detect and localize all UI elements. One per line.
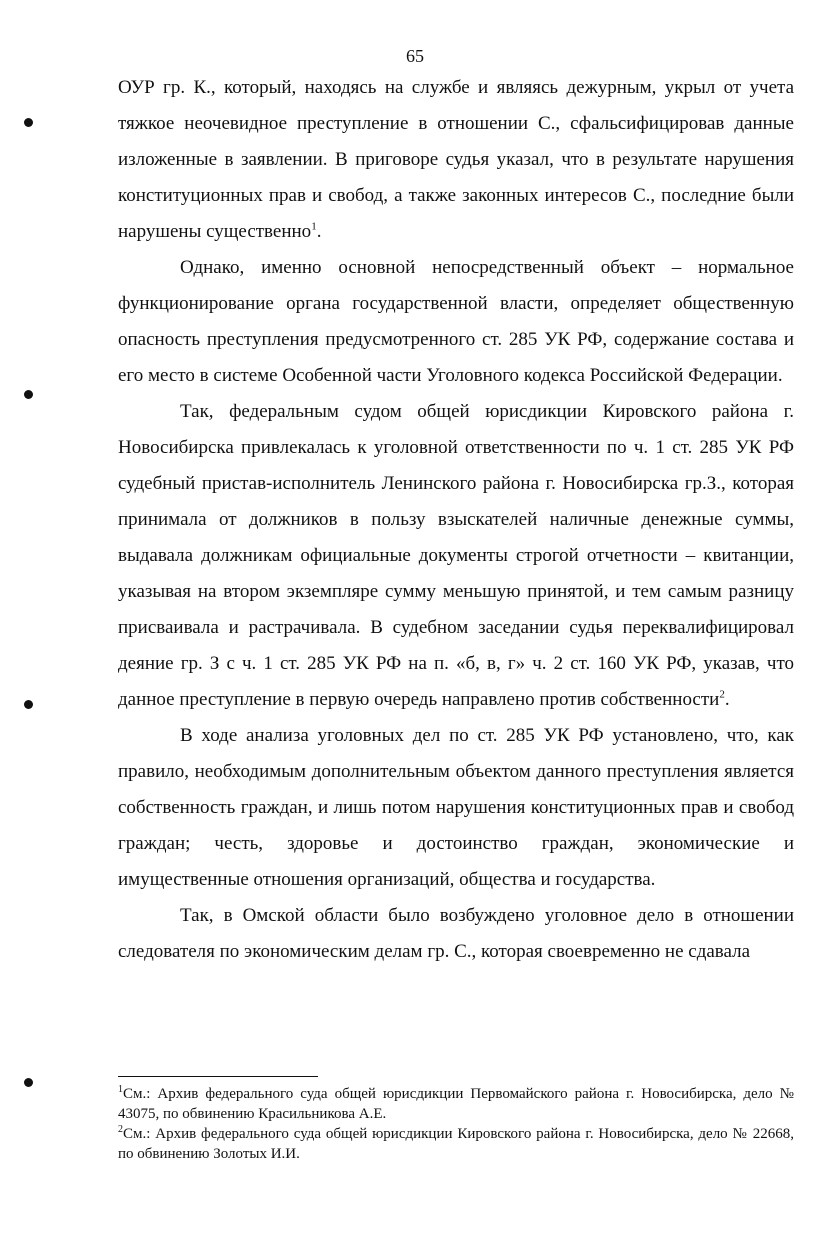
paragraph: ОУР гр. К., который, находясь на службе и являясь дежурным, укрыл от учета тяжкое неочевидное преступление в отношении С., сфальсифицировав данные изложенные в заявлении. В приговоре судья указал, что в результате нарушения конституционных прав и свобод, а также законных интересов С., последние были нарушены существенно$^1$. <box>118 77 794 242</box>
footnote-mark: 1 <box>118 1084 123 1095</box>
footnote: $^1$См.: Архив федерального суда общей юрисдикции Первомайского района г. Новосибирска, дело № 43075, по обвинению Красильникова А.Е. <box>118 1084 794 1122</box>
paragraph: Однако, именно основной непосредственный объект – нормальное функционирование органа государственной власти, определяет общественную опасность преступления предусмотренного ст. 285 УК РФ, содержание состава и его место в системе Особенной части Уголовного кодекса Российской Федерации. <box>118 257 794 386</box>
page-number: 65 <box>406 46 424 66</box>
margin-punch-hole <box>24 118 33 127</box>
footnote-separator <box>118 1076 318 1077</box>
footnote-mark: 2 <box>118 1124 123 1135</box>
footnotes <box>118 1084 794 1164</box>
paragraph: Так, в Омской области было возбуждено уголовное дело в отношении следователя по экономическим делам гр. С., которая своевременно не сдавала <box>118 905 794 962</box>
paragraph: Так, федеральным судом общей юрисдикции Кировского района г. Новосибирска привлекалась к уголовной ответственности по ч. 1 ст. 285 УК РФ судебный пристав-исполнитель Ленинского района г. Новосибирска гр.З., которая принимала от должников в пользу взыскателей наличные денежные суммы, выдавала должникам официальные документы строгой отчетности – квитанции, указывая на втором экземпляре сумму меньшую принятой, и тем самым разницу присваивала и растрачивала. В судебном заседании судья переквалифицировал деяние гр. З с ч. 1 ст. 285 УК РФ на п. «б, в, г» ч. 2 ст. 160 УК РФ, указав, что данное преступление в первую очередь направлено против собственности$^2$. <box>118 401 794 710</box>
footnote-reference[interactable]: 1 <box>311 220 317 233</box>
body-text <box>118 70 794 970</box>
margin-punch-hole <box>24 1078 33 1087</box>
footnote: $^2$См.: Архив федерального суда общей юрисдикции Кировского района г. Новосибирска, дело № 22668, по обвинению Золотых И.И. <box>118 1124 794 1162</box>
paragraph: В ходе анализа уголовных дел по ст. 285 УК РФ установлено, что, как правило, необходимым дополнительным объектом данного преступления является собственность граждан, и лишь потом нарушения конституционных прав и свобод граждан; честь, здоровье и достоинство граждан, экономические и имущественные отношения организаций, общества и государства. <box>118 725 794 890</box>
margin-punch-hole <box>24 390 33 399</box>
footnote-reference[interactable]: 2 <box>719 688 725 701</box>
margin-punch-hole <box>24 700 33 709</box>
